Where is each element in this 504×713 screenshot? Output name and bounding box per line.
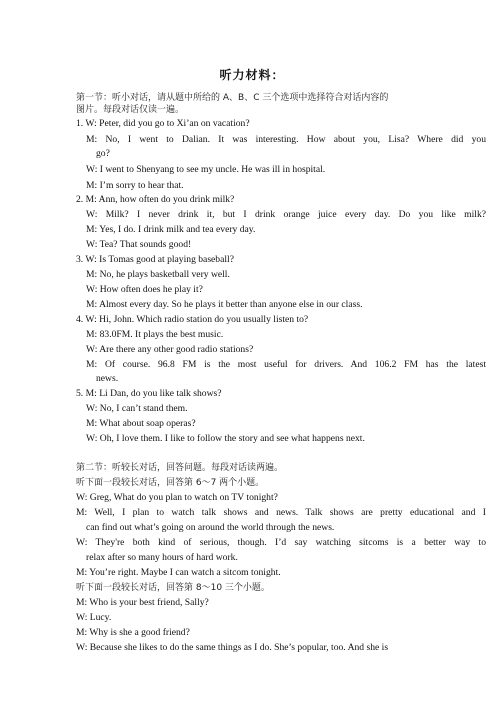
dialog-line: M: Of course. 96.8 FM is the most useful for drivers. And 106.2 FM has the latest	[86, 359, 486, 370]
dialog-line: 5. M: Li Dan, do you like talk shows?	[76, 388, 222, 399]
dialog-line: W: Tea? That sounds good!	[86, 239, 192, 250]
dialog-line: news.	[96, 373, 119, 384]
subsection-header: 听下面一段较长对话，回答第 8～10 三个小题。	[76, 583, 270, 593]
page-title: 听力材料：	[219, 68, 285, 82]
dialog-line: W: No, I can’t stand them.	[86, 403, 188, 414]
dialog-line: M: I’m sorry to hear that.	[86, 180, 184, 191]
dialog-line: W: How often does he play it?	[86, 284, 203, 295]
dialog-line: go?	[96, 148, 110, 159]
section1-header: 第一节：听小对话，请从题中所给的 A、B、C 三个选项中选择符合对话内容的	[76, 93, 389, 103]
dialog-line: can find out what’s going on around the world through the news.	[86, 522, 335, 533]
dialog-line: M: Who is your best friend, Sally?	[76, 597, 209, 608]
dialog-line: 2. M: Ann, how often do you drink milk?	[76, 194, 235, 205]
dialog-line: W: Because she likes to do the same things as I do. She’s popular, too. And she is	[76, 642, 389, 653]
dialog-line: W: Oh, I love them. I like to follow the story and see what happens next.	[86, 433, 365, 444]
dialog-line: W: Greg, What do you plan to watch on TV tonight?	[76, 492, 278, 503]
section1-header-cont: 图片。每段对话仅读一遍。	[76, 105, 185, 115]
dialog-line: W: They're both kind of serious, though. I’d say watching sitcoms is a better way to	[76, 537, 486, 548]
dialog-line: M: Yes, I do. I drink milk and tea every day.	[86, 224, 256, 235]
dialog-line: relax after so many hours of hard work.	[86, 552, 238, 563]
dialog-line: 4. W: Hi, John. Which radio station do you usually listen to?	[76, 314, 309, 325]
dialog-line: M: Well, I plan to watch talk shows and news. Talk shows are pretty educational and I	[76, 507, 486, 518]
dialog-line: W: Lucy.	[76, 612, 112, 623]
dialog-line: M: What about soap operas?	[86, 418, 196, 429]
dialog-line: M: Why is she a good friend?	[76, 627, 190, 638]
section2-header: 第二节：听较长对话，回答问题。每段对话读两遍。	[76, 463, 284, 473]
dialog-line: W: Are there any other good radio stations?	[86, 344, 254, 355]
dialog-line: 3. W: Is Tomas good at playing baseball?	[76, 254, 234, 265]
dialog-line: M: 83.0FM. It plays the best music.	[86, 329, 224, 340]
dialog-line: M: Almost every day. So he plays it better than anyone else in our class.	[86, 299, 363, 310]
dialog-line: M: No, he plays basketball very well.	[86, 269, 230, 280]
dialog-line: M: No, I went to Dalian. It was interesting. How about you, Lisa? Where did you	[86, 134, 486, 145]
subsection-header: 听下面一段较长对话，回答第 6～7 两个小题。	[76, 478, 265, 488]
dialog-line: 1. W: Peter, did you go to Xi’an on vacation?	[76, 118, 250, 129]
dialog-line: W: I went to Shenyang to see my uncle. He was ill in hospital.	[86, 164, 326, 175]
dialog-line: M: You’re right. Maybe I can watch a sitcom tonight.	[76, 567, 281, 578]
dialog-line: W: Milk? I never drink it, but I drink orange juice every day. Do you like milk?	[86, 209, 486, 220]
